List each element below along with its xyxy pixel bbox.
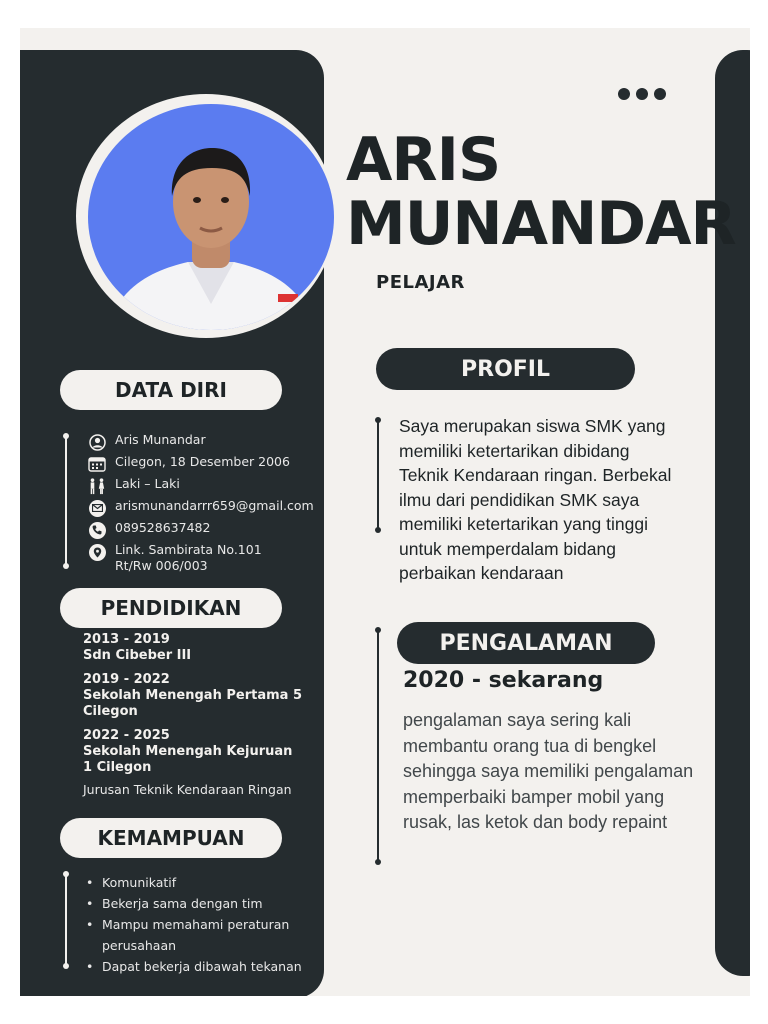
info-address-value: Link. Sambirata No.101 Rt/Rw 006/003 — [115, 542, 262, 573]
calendar-icon — [88, 455, 106, 473]
education-years: 2022 - 2025 — [83, 728, 170, 743]
dots-decoration — [618, 88, 666, 100]
section-pengalaman: PENGALAMAN — [397, 622, 655, 664]
experience-text: pengalaman saya sering kali membantu orang tua di bengkel sehingga saya memiliki pengalaman memperbaiki bamper mobil yang rusak, las ketok dan body repaint — [403, 710, 694, 832]
job-title: PELAJAR — [376, 272, 465, 293]
dot — [654, 88, 666, 100]
skill-item: • Mampu memahami peraturan perusahaan — [102, 914, 302, 956]
education-list — [83, 632, 323, 797]
info-gender-value: Laki – Laki — [115, 476, 180, 491]
timeline-line — [377, 420, 379, 530]
timeline-line — [65, 874, 67, 966]
profile-photo — [88, 104, 334, 330]
resume-sheet — [20, 28, 750, 996]
skills-list — [102, 872, 322, 977]
timeline-line — [377, 630, 379, 862]
info-name-value: Aris Munandar — [115, 432, 206, 447]
person-photo-illustration — [88, 104, 334, 330]
gender-icon — [88, 477, 106, 495]
profile-text: Saya merupakan siswa SMK yang memiliki ketertarikan dibidang Teknik Kendaraan ringan. Berbekal ilmu dari pendidikan SMK saya memiliki ketertarikan yang tinggi untuk memperdalam bidang perbaikan kendaraan — [399, 416, 672, 583]
skill-item: • Dapat bekerja dibawah tekanan — [102, 956, 322, 977]
skill-item: • Komunikatif — [102, 872, 322, 893]
first-name: ARIS — [346, 125, 501, 195]
last-name: MUNANDAR — [346, 189, 736, 259]
education-years: 2013 - 2019 — [83, 632, 170, 647]
education-school: Sekolah Menengah Pertama 5 Cilegon — [83, 688, 302, 719]
education-item — [83, 728, 323, 776]
person-icon — [88, 433, 106, 451]
location-icon — [88, 543, 106, 561]
info-email-value: arismunandarrr659@gmail.com — [115, 498, 314, 513]
info-phone — [88, 520, 328, 542]
dot — [636, 88, 648, 100]
personal-info — [88, 432, 328, 582]
education-school: Sekolah Menengah Kejuruan 1 Cilegon — [83, 744, 293, 775]
info-gender — [88, 476, 328, 498]
info-name — [88, 432, 328, 454]
education-school: Sdn Cibeber III — [83, 648, 192, 663]
info-email — [88, 498, 328, 520]
info-phone-value: 089528637482 — [115, 520, 211, 535]
info-birth — [88, 454, 328, 476]
skill-item: • Bekerja sama dengan tim — [102, 893, 322, 914]
education-item — [83, 672, 323, 720]
mail-icon — [88, 499, 106, 517]
phone-icon — [88, 521, 106, 539]
section-kemampuan: KEMAMPUAN — [60, 818, 282, 858]
experience-year: 2020 - sekarang — [403, 668, 604, 693]
info-birth-value: Cilegon, 18 Desember 2006 — [115, 454, 290, 469]
education-years: 2019 - 2022 — [83, 672, 170, 687]
section-data-diri: DATA DIRI — [60, 370, 282, 410]
section-pendidikan: PENDIDIKAN — [60, 588, 282, 628]
info-address — [88, 542, 328, 582]
dot — [618, 88, 630, 100]
timeline-line — [65, 436, 67, 566]
full-name — [346, 125, 736, 259]
education-item — [83, 632, 323, 664]
section-profil: PROFIL — [376, 348, 635, 390]
education-major: Jurusan Teknik Kendaraan Ringan — [83, 782, 292, 797]
